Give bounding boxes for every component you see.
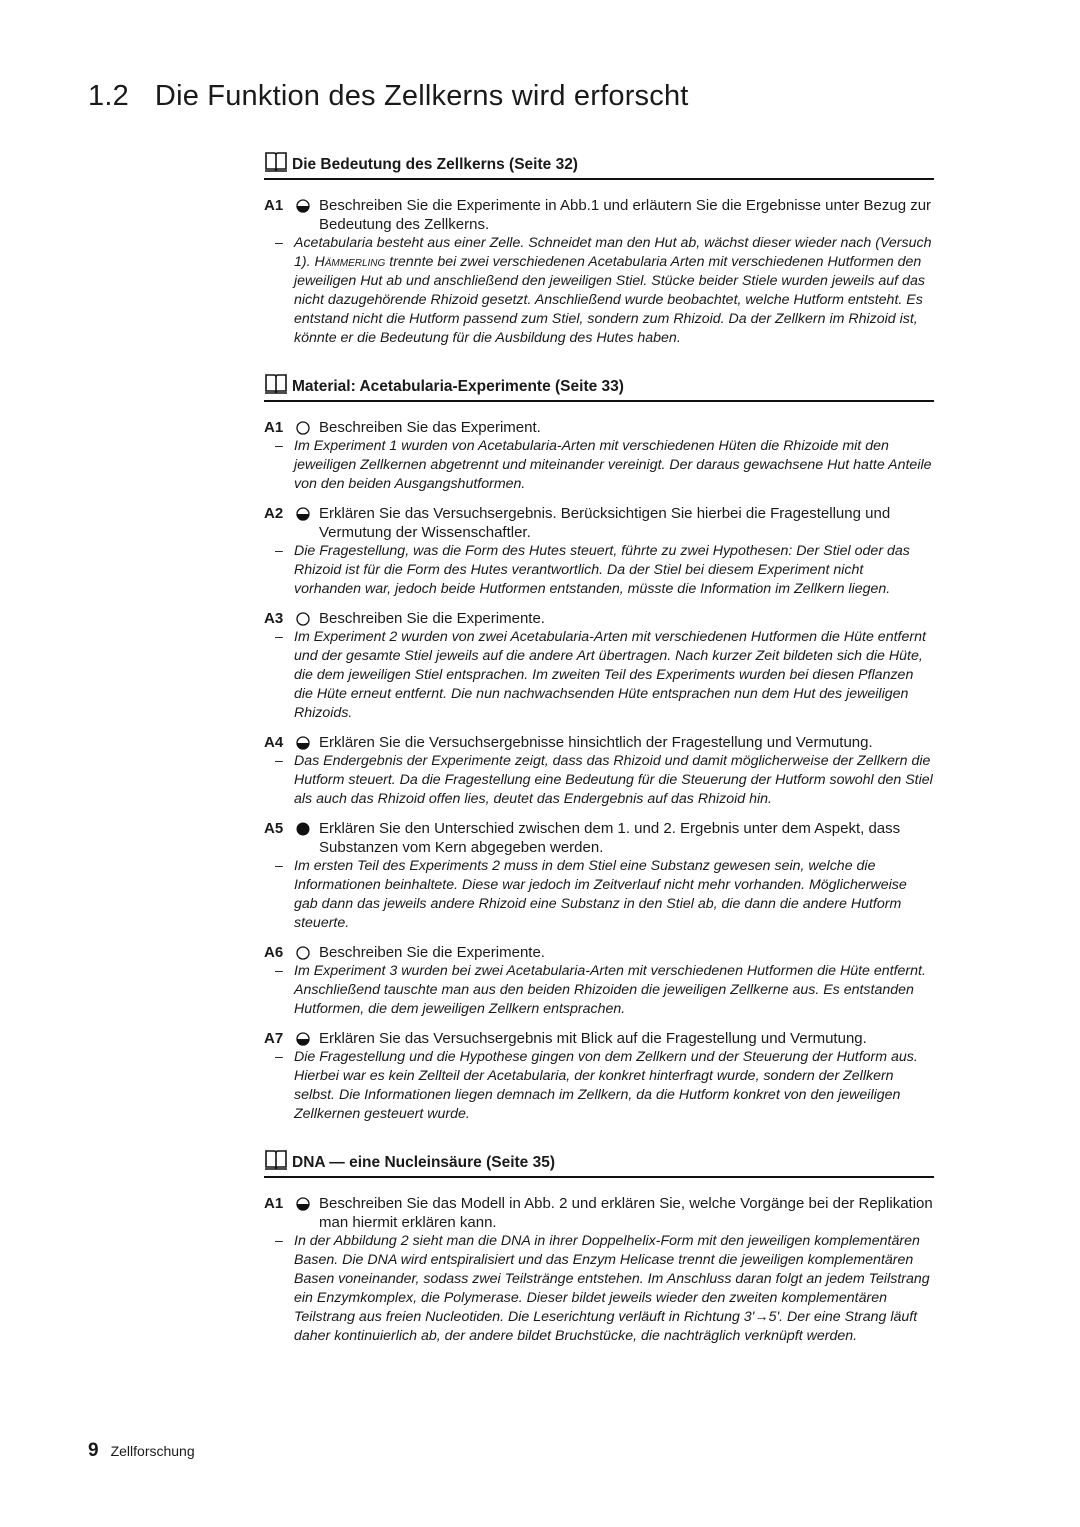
book-icon <box>264 372 288 396</box>
book-icon <box>264 1148 288 1172</box>
task-question: Beschreiben Sie die Experimente in Abb.1 und erläutern Sie die Ergebnisse unter Bezug zur Bedeutung des Zellkerns. <box>319 197 932 233</box>
answer-dash: – <box>275 438 283 454</box>
content <box>264 150 934 1370</box>
page-footer <box>88 1440 195 1462</box>
difficulty-easy-icon <box>296 612 310 626</box>
page-number: 9 <box>88 1440 99 1461</box>
task-id: A5 <box>264 820 284 837</box>
task-item <box>264 1194 934 1346</box>
footer-text: Zellforschung <box>110 1443 195 1459</box>
task-item <box>264 196 934 348</box>
task-item <box>264 504 934 599</box>
task-id: A6 <box>264 944 284 961</box>
answer-dash: – <box>275 753 283 769</box>
answer-dash: – <box>275 235 283 251</box>
section-header <box>264 1148 934 1178</box>
answer-dash: – <box>275 1049 283 1065</box>
answer-dash: – <box>275 963 283 979</box>
difficulty-medium-icon <box>296 736 310 750</box>
answer-dash: – <box>275 543 283 559</box>
section-title: Material: Acetabularia-Experimente (Seite 33) <box>292 378 624 395</box>
task-question: Erklären Sie das Versuchsergebnis. Berücksichtigen Sie hierbei die Fragestellung und Vermutung der Wissenschaftler. <box>319 505 891 541</box>
task-question: Erklären Sie den Unterschied zwischen dem 1. und 2. Ergebnis unter dem Aspekt, dass Substanzen vom Kern abgegeben werden. <box>319 820 901 856</box>
task-item <box>264 1029 934 1124</box>
task-item <box>264 819 934 933</box>
task-answer: Im Experiment 1 wurden von Acetabularia-Arten mit verschiedenen Hüten die Rhizoide mit den jeweiligen Zellkernen abgetrennt und miteinander vereinigt. Der daraus gewachsene Hut hatte Anteile von den beiden Ausgangshutformen. <box>294 438 932 492</box>
section-bedeutung-zellkern <box>264 150 934 348</box>
chapter-title <box>88 80 689 113</box>
task-question: Beschreiben Sie das Experiment. <box>319 419 541 436</box>
difficulty-easy-icon <box>296 946 310 960</box>
person-name: Hämmerling <box>314 254 386 270</box>
answer-dash: – <box>275 629 283 645</box>
task-id: A1 <box>264 197 284 214</box>
book-icon <box>264 150 288 174</box>
section-header <box>264 372 934 402</box>
task-item <box>264 609 934 723</box>
task-answer: Im ersten Teil des Experiments 2 muss in dem Stiel eine Substanz gewesen sein, welche die Informationen beinhaltete. Diese war jedoch im Zeitverlauf nicht mehr vorhanden. Möglicherweise gab dann das jeweils andere Rhizoid eine Substanz in den Stiel ab, die dann die andere Hutform steuerte. <box>294 858 907 931</box>
difficulty-hard-icon <box>296 822 310 836</box>
task-id: A4 <box>264 734 284 751</box>
task-id: A1 <box>264 419 284 436</box>
task-question: Erklären Sie die Versuchsergebnisse hinsichtlich der Fragestellung und Vermutung. <box>319 734 873 751</box>
difficulty-medium-icon <box>296 507 310 521</box>
difficulty-medium-icon <box>296 199 310 213</box>
task-answer: Das Endergebnis der Experimente zeigt, dass das Rhizoid und damit möglicherweise der Zellkern die Hutform steuert. Da die Fragestellung eine Bedeutung für die Steuerung der Hutform sowohl den Stiel als auch das Rhizoid offen lies, deutet das Endergebnis auf das Rhizoid hin. <box>294 753 933 807</box>
section-acetabularia-experimente <box>264 372 934 1124</box>
section-title: Die Bedeutung des Zellkerns (Seite 32) <box>292 156 578 173</box>
task-answer: Acetabularia besteht aus einer Zelle. Schneidet man den Hut ab, wächst dieser wieder nach (Versuch 1). Hämmerling trennte bei zwei verschiedenen Acetabularia Arten mit verschiedenen Hutformen den jeweiligen Hut ab und anschließend den jeweiligen Stiel. Stücke beider Stiele wurden jeweils auf das nicht dazugehörende Rhizoid gesetzt. Anschließend wurde beobachtet, welche Hutform entsteht. Es entstand nicht die Hutform passend zum Stiel, sondern zum Rhizoid. Da der Zellkern im Rhizoid ist, könnte er die Bedeutung für die Ausbildung des Hutes haben. <box>294 235 932 346</box>
task-id: A2 <box>264 505 284 522</box>
task-item <box>264 943 934 1019</box>
chapter-title-text: Die Funktion des Zellkerns wird erforscht <box>154 80 689 112</box>
task-id: A7 <box>264 1030 284 1047</box>
task-answer: Im Experiment 2 wurden von zwei Acetabularia-Arten mit verschiedenen Hutformen die Hüte entfernt und der gesamte Stiel jeweils auf die andere Art übertragen. Nach kurzer Zeit bildeten sich die Hüte, die dem jeweiligen Stiel entsprachen. Im zweiten Teil des Experiments wurden bei diesen Pflanzen die Hüte erneut entfernt. Die nun nachwachsenden Hüte entsprachen nun dem Hut des jeweiligen Rhizoids. <box>294 629 926 721</box>
answer-dash: – <box>275 1233 283 1249</box>
task-answer: Die Fragestellung, was die Form des Hutes steuert, führte zu zwei Hypothesen: Der Stiel oder das Rhizoid ist für die Form des Hutes verantwortlich. Da der Stiel bei diesem Experiment nicht vorhanden war, jedoch beide Hutformen entstanden, müsste die Information im Zellkern liegen. <box>294 543 910 597</box>
task-item <box>264 733 934 809</box>
section-dna-nucleinsaeure <box>264 1148 934 1346</box>
difficulty-medium-icon <box>296 1197 310 1211</box>
section-title: DNA — eine Nucleinsäure (Seite 35) <box>292 1154 556 1171</box>
section-header <box>264 150 934 180</box>
task-item <box>264 418 934 494</box>
difficulty-easy-icon <box>296 421 310 435</box>
task-id: A1 <box>264 1195 284 1212</box>
chapter-number: 1.2 <box>88 80 129 112</box>
task-id: A3 <box>264 610 284 627</box>
difficulty-medium-icon <box>296 1032 310 1046</box>
task-answer: In der Abbildung 2 sieht man die DNA in ihrer Doppelhelix-Form mit den jeweiligen komplementären Basen. Die DNA wird entspiralisiert und das Enzym Helicase trennt die jeweiligen komplementären Basen voneinander, sodass zwei Teilstränge entstehen. Im Anschluss daran folgt an jedem Teilstrang ein Enzymkomplex, die Polymerase. Dieser bildet jeweils wieder den zweiten komplementären Teilstrang aus freien Nucleotiden. Die Leserichtung verläuft in Richtung 3'→5'. Der eine Strang läuft daher kontinuierlich ab, der andere bildet Bruchstücke, die nachträglich verknüpft werden. <box>294 1233 930 1344</box>
answer-dash: – <box>275 858 283 874</box>
task-answer: Die Fragestellung und die Hypothese gingen von dem Zellkern und der Steuerung der Hutform aus. Hierbei war es kein Zellteil der Acetabularia, der konkret hinterfragt wurde, sondern der Zellkern selbst. Die Informationen liegen demnach im Zellkern, da die Hutform konkret von den jeweiligen Zellkernen gesteuert wurde. <box>294 1049 918 1122</box>
task-answer: Im Experiment 3 wurden bei zwei Acetabularia-Arten mit verschiedenen Hutformen die Hüte entfernt. Anschließend tauschte man aus den beiden Rhizoiden die jeweiligen Zellkerne aus. Es entstanden Hutformen, die dem jeweiligen Zellkern entsprachen. <box>294 963 926 1017</box>
task-question: Beschreiben Sie die Experimente. <box>319 610 545 627</box>
task-question: Beschreiben Sie das Modell in Abb. 2 und erklären Sie, welche Vorgänge bei der Replikation man hiermit erklären kann. <box>319 1195 933 1231</box>
task-question: Erklären Sie das Versuchsergebnis mit Blick auf die Fragestellung und Vermutung. <box>319 1030 867 1047</box>
task-question: Beschreiben Sie die Experimente. <box>319 944 545 961</box>
